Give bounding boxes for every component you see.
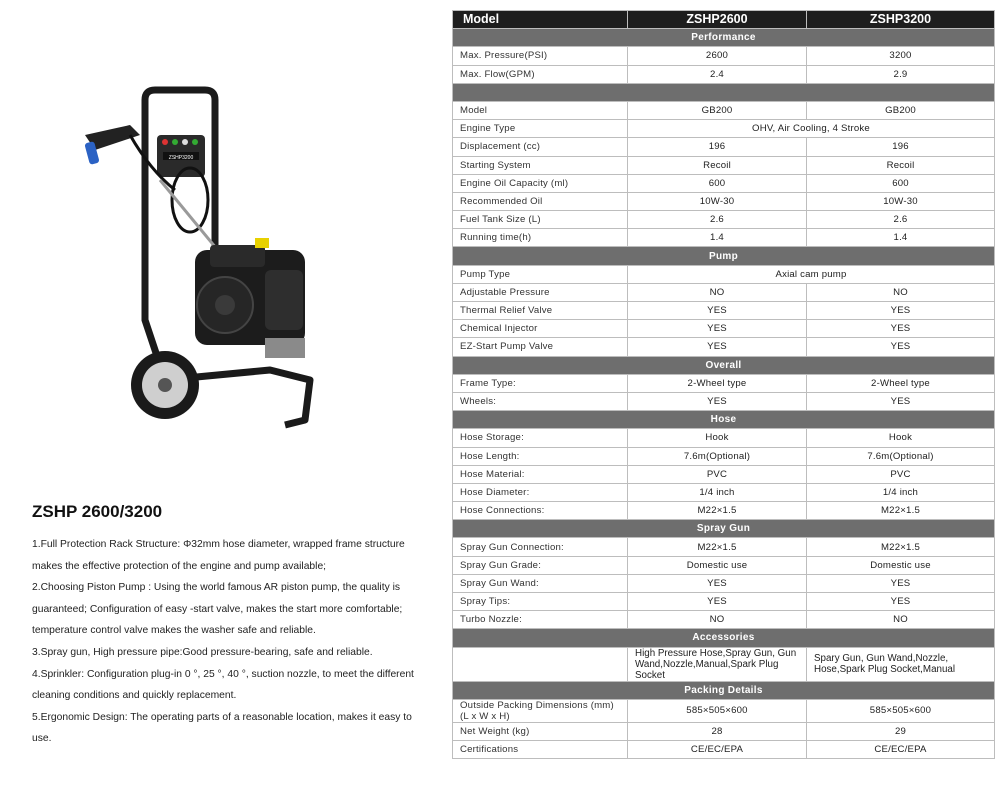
feature-item: 5.Ergonomic Design: The operating parts of a reasonable location, makes it easy to use. [32, 711, 412, 745]
table-row [453, 447, 995, 465]
section-row [453, 411, 995, 429]
feature-item: 3.Spray gun, High pressure pipe:Good pressure-bearing, safe and reliable. [32, 646, 373, 658]
table-row [453, 556, 995, 574]
table-header-row [453, 11, 995, 29]
section-heading: Hose [453, 411, 995, 429]
value-zshp2600: 2600 [628, 47, 807, 65]
product-title: ZSHP 2600/3200 [32, 502, 163, 521]
product-panel [0, 0, 445, 787]
value-zshp3200: M22×1.5 [807, 538, 995, 556]
row-label: Displacement (cc) [453, 138, 628, 156]
value-zshp3200: 7.6m(Optional) [807, 447, 995, 465]
row-label: Turbo Nozzle: [453, 611, 628, 629]
table-row [453, 374, 995, 392]
section-row [453, 681, 995, 699]
value-zshp3200: Spary Gun, Gun Wand,Nozzle, Hose,Spark Plug Socket,Manual [807, 647, 995, 681]
table-row [453, 174, 995, 192]
row-value: Axial cam pump [628, 265, 995, 283]
table-row [453, 302, 995, 320]
row-label: Certifications [453, 740, 628, 758]
value-zshp2600: 28 [628, 722, 807, 740]
section-row [453, 629, 995, 647]
spec-table-body [453, 29, 995, 759]
value-zshp2600: YES [628, 320, 807, 338]
table-row [453, 156, 995, 174]
header-zshp3200: ZSHP3200 [807, 11, 995, 29]
feature-list [32, 534, 432, 750]
value-zshp2600: 196 [628, 138, 807, 156]
table-row [453, 120, 995, 138]
value-zshp2600: 2-Wheel type [628, 374, 807, 392]
value-zshp2600: YES [628, 574, 807, 592]
row-label: Chemical Injector [453, 320, 628, 338]
value-zshp3200: PVC [807, 465, 995, 483]
row-label: Max. Pressure(PSI) [453, 47, 628, 65]
value-zshp3200: 585×505×600 [807, 699, 995, 722]
row-label: Wheels: [453, 392, 628, 410]
value-zshp2600: PVC [628, 465, 807, 483]
section-row [453, 356, 995, 374]
table-row [453, 283, 995, 301]
value-zshp3200: GB200 [807, 101, 995, 119]
row-label: Net Weight (kg) [453, 722, 628, 740]
value-zshp3200: Hook [807, 429, 995, 447]
value-zshp2600: Hook [628, 429, 807, 447]
table-row [453, 611, 995, 629]
value-zshp2600: YES [628, 302, 807, 320]
value-zshp2600: Domestic use [628, 556, 807, 574]
value-zshp2600: NO [628, 611, 807, 629]
accessories-row [453, 647, 995, 681]
row-label: Hose Length: [453, 447, 628, 465]
row-label: Pump Type [453, 265, 628, 283]
row-label: Spray Gun Wand: [453, 574, 628, 592]
table-row [453, 465, 995, 483]
value-zshp2600: 600 [628, 174, 807, 192]
row-label: Hose Storage: [453, 429, 628, 447]
table-row [453, 338, 995, 356]
value-zshp3200: NO [807, 611, 995, 629]
table-row [453, 229, 995, 247]
value-zshp3200: 2.9 [807, 65, 995, 83]
value-zshp2600: YES [628, 392, 807, 410]
section-row [453, 83, 995, 101]
value-zshp3200: 1/4 inch [807, 483, 995, 501]
badge-text: ZSHP3200 [168, 155, 194, 161]
row-label: Hose Connections: [453, 502, 628, 520]
table-row [453, 211, 995, 229]
value-zshp2600: M22×1.5 [628, 538, 807, 556]
header-model: Model [453, 11, 628, 29]
row-value: OHV, Air Cooling, 4 Stroke [628, 120, 995, 138]
table-row [453, 47, 995, 65]
header-zshp2600: ZSHP2600 [628, 11, 807, 29]
row-label: Fuel Tank Size (L) [453, 211, 628, 229]
section-heading: Overall [453, 356, 995, 374]
value-zshp3200: 2-Wheel type [807, 374, 995, 392]
table-row [453, 192, 995, 210]
value-zshp2600: 1/4 inch [628, 483, 807, 501]
row-label: Engine Oil Capacity (ml) [453, 174, 628, 192]
table-row [453, 593, 995, 611]
table-row [453, 538, 995, 556]
value-zshp2600: CE/EC/EPA [628, 740, 807, 758]
value-zshp2600: M22×1.5 [628, 502, 807, 520]
section-heading: Performance [453, 29, 995, 47]
table-row [453, 429, 995, 447]
value-zshp3200: YES [807, 338, 995, 356]
value-zshp2600: Recoil [628, 156, 807, 174]
value-zshp2600: High Pressure Hose,Spray Gun, Gun Wand,Nozzle,Manual,Spark Plug Socket [628, 647, 807, 681]
value-zshp2600: 2.4 [628, 65, 807, 83]
row-label: Spray Gun Grade: [453, 556, 628, 574]
section-heading: Spray Gun [453, 520, 995, 538]
value-zshp2600: YES [628, 338, 807, 356]
table-row [453, 320, 995, 338]
value-zshp3200: Domestic use [807, 556, 995, 574]
value-zshp2600: GB200 [628, 101, 807, 119]
row-label: Hose Diameter: [453, 483, 628, 501]
value-zshp3200: YES [807, 593, 995, 611]
value-zshp3200: 1.4 [807, 229, 995, 247]
row-label: Max. Flow(GPM) [453, 65, 628, 83]
value-zshp3200: Recoil [807, 156, 995, 174]
table-row [453, 722, 995, 740]
value-zshp2600: 2.6 [628, 211, 807, 229]
row-label: Model [453, 101, 628, 119]
row-label: Thermal Relief Valve [453, 302, 628, 320]
row-label: Adjustable Pressure [453, 283, 628, 301]
row-label: Outside Packing Dimensions (mm) (L x W x H) [453, 699, 628, 722]
pressure-washer-image [55, 80, 355, 440]
section-row [453, 520, 995, 538]
row-label: Spray Gun Connection: [453, 538, 628, 556]
value-zshp3200: 2.6 [807, 211, 995, 229]
value-zshp3200: YES [807, 574, 995, 592]
value-zshp2600: NO [628, 283, 807, 301]
value-zshp2600: 10W-30 [628, 192, 807, 210]
value-zshp2600: 585×505×600 [628, 699, 807, 722]
table-row [453, 138, 995, 156]
row-label: Spray Tips: [453, 593, 628, 611]
value-zshp3200: CE/EC/EPA [807, 740, 995, 758]
row-label: Starting System [453, 156, 628, 174]
value-zshp3200: 29 [807, 722, 995, 740]
section-row [453, 247, 995, 265]
section-heading [453, 83, 995, 101]
table-row [453, 483, 995, 501]
section-heading: Pump [453, 247, 995, 265]
row-label: Engine Type [453, 120, 628, 138]
value-zshp3200: NO [807, 283, 995, 301]
section-heading: Accessories [453, 629, 995, 647]
table-row [453, 392, 995, 410]
value-zshp2600: 1.4 [628, 229, 807, 247]
value-zshp2600: YES [628, 593, 807, 611]
table-row [453, 574, 995, 592]
value-zshp3200: 196 [807, 138, 995, 156]
feature-item: 4.Sprinkler: Configuration plug-in 0 °, 25 °, 40 °, suction nozzle, to meet the different cleaning conditions and quickly replacement. [32, 668, 414, 702]
value-zshp3200: YES [807, 320, 995, 338]
spec-table [452, 10, 995, 759]
value-zshp3200: 10W-30 [807, 192, 995, 210]
value-zshp3200: M22×1.5 [807, 502, 995, 520]
row-label: Hose Material: [453, 465, 628, 483]
value-zshp2600: 7.6m(Optional) [628, 447, 807, 465]
table-row [453, 65, 995, 83]
value-zshp3200: 600 [807, 174, 995, 192]
section-row [453, 29, 995, 47]
feature-item: 1.Full Protection Rack Structure: Φ32mm hose diameter, wrapped frame structure makes the effective protection of the engine and pump available; [32, 539, 405, 572]
table-row [453, 265, 995, 283]
value-zshp3200: YES [807, 302, 995, 320]
row-label: Running time(h) [453, 229, 628, 247]
table-row [453, 740, 995, 758]
value-zshp3200: YES [807, 392, 995, 410]
row-label: Recommended Oil [453, 192, 628, 210]
row-label: EZ-Start Pump Valve [453, 338, 628, 356]
feature-item: 2.Choosing Piston Pump : Using the world famous AR piston pump, the quality is guaranteed; Configuration of easy -start valve, makes the start more comfortable; temperature control valve makes the washer safe and reliable. [32, 582, 403, 637]
table-row [453, 101, 995, 119]
row-label [453, 647, 628, 681]
section-heading: Packing Details [453, 681, 995, 699]
table-row [453, 699, 995, 722]
table-row [453, 502, 995, 520]
value-zshp3200: 3200 [807, 47, 995, 65]
row-label: Frame Type: [453, 374, 628, 392]
